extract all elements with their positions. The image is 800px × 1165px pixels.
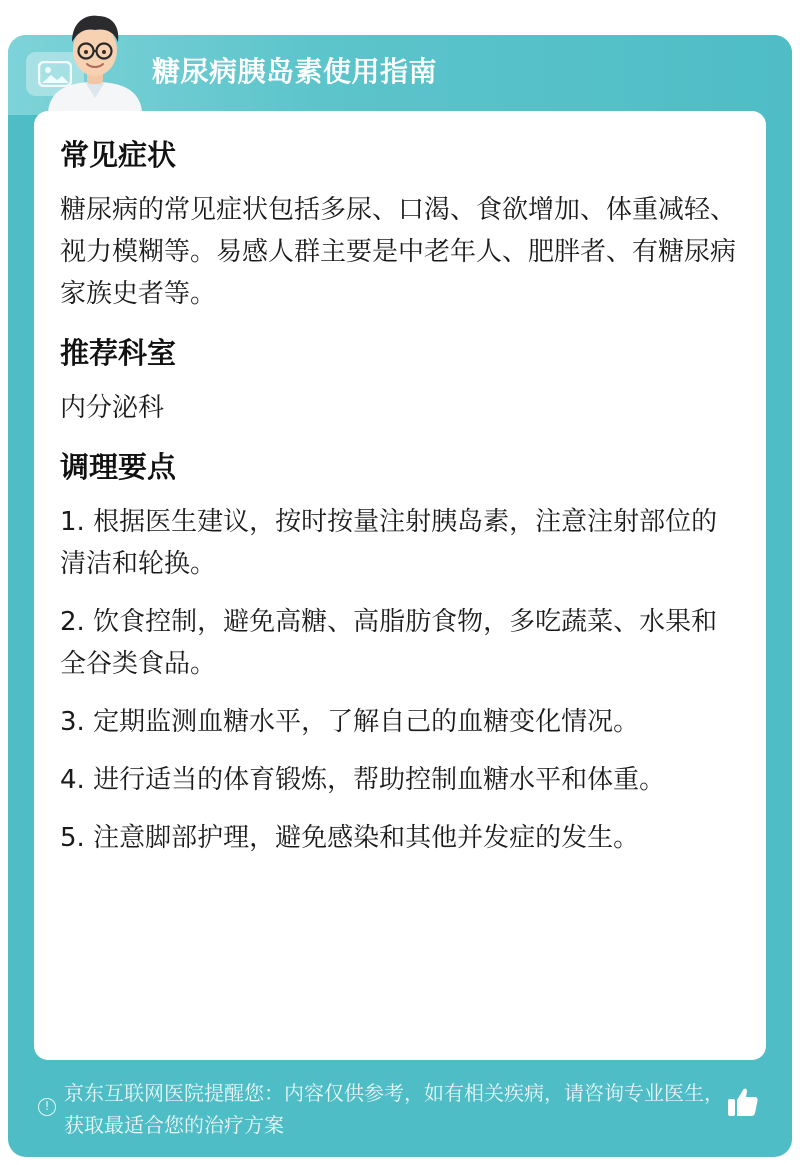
content-card <box>34 111 766 1060</box>
disclaimer-text: 京东互联网医院提醒您：内容仅供参考，如有相关疾病，请咨询专业医生，获取最适合您的治疗方案 <box>64 1081 724 1137</box>
care-point-item: 2. 饮食控制，避免高糖、高脂肪食物，多吃蔬菜、水果和全谷类食品。 <box>60 607 718 679</box>
doctor-avatar-icon <box>40 6 150 112</box>
section-title-care-points: 调理要点 <box>60 450 177 484</box>
care-point-item: 4. 进行适当的体育锻炼，帮助控制血糖水平和体重。 <box>60 765 666 795</box>
info-icon: ! <box>38 1098 56 1116</box>
department-text: 内分泌科 <box>60 393 165 423</box>
thumbs-up-icon[interactable] <box>726 1085 760 1119</box>
care-point-item: 3. 定期监测血糖水平，了解自己的血糖变化情况。 <box>60 707 640 737</box>
disclaimer-footer <box>36 1077 776 1141</box>
page-title: 糖尿病胰岛素使用指南 <box>152 55 438 88</box>
care-point-item: 1. 根据医生建议，按时按量注射胰岛素，注意注射部位的清洁和轮换。 <box>60 507 718 579</box>
section-title-symptoms: 常见症状 <box>60 138 177 172</box>
section-title-department: 推荐科室 <box>60 336 177 370</box>
care-point-item: 5. 注意脚部护理，避免感染和其他并发症的发生。 <box>60 823 640 853</box>
symptoms-text: 糖尿病的常见症状包括多尿、口渴、食欲增加、体重减轻、视力模糊等。易感人群主要是中老年人、肥胖者、有糖尿病家族史者等。 <box>60 195 737 309</box>
